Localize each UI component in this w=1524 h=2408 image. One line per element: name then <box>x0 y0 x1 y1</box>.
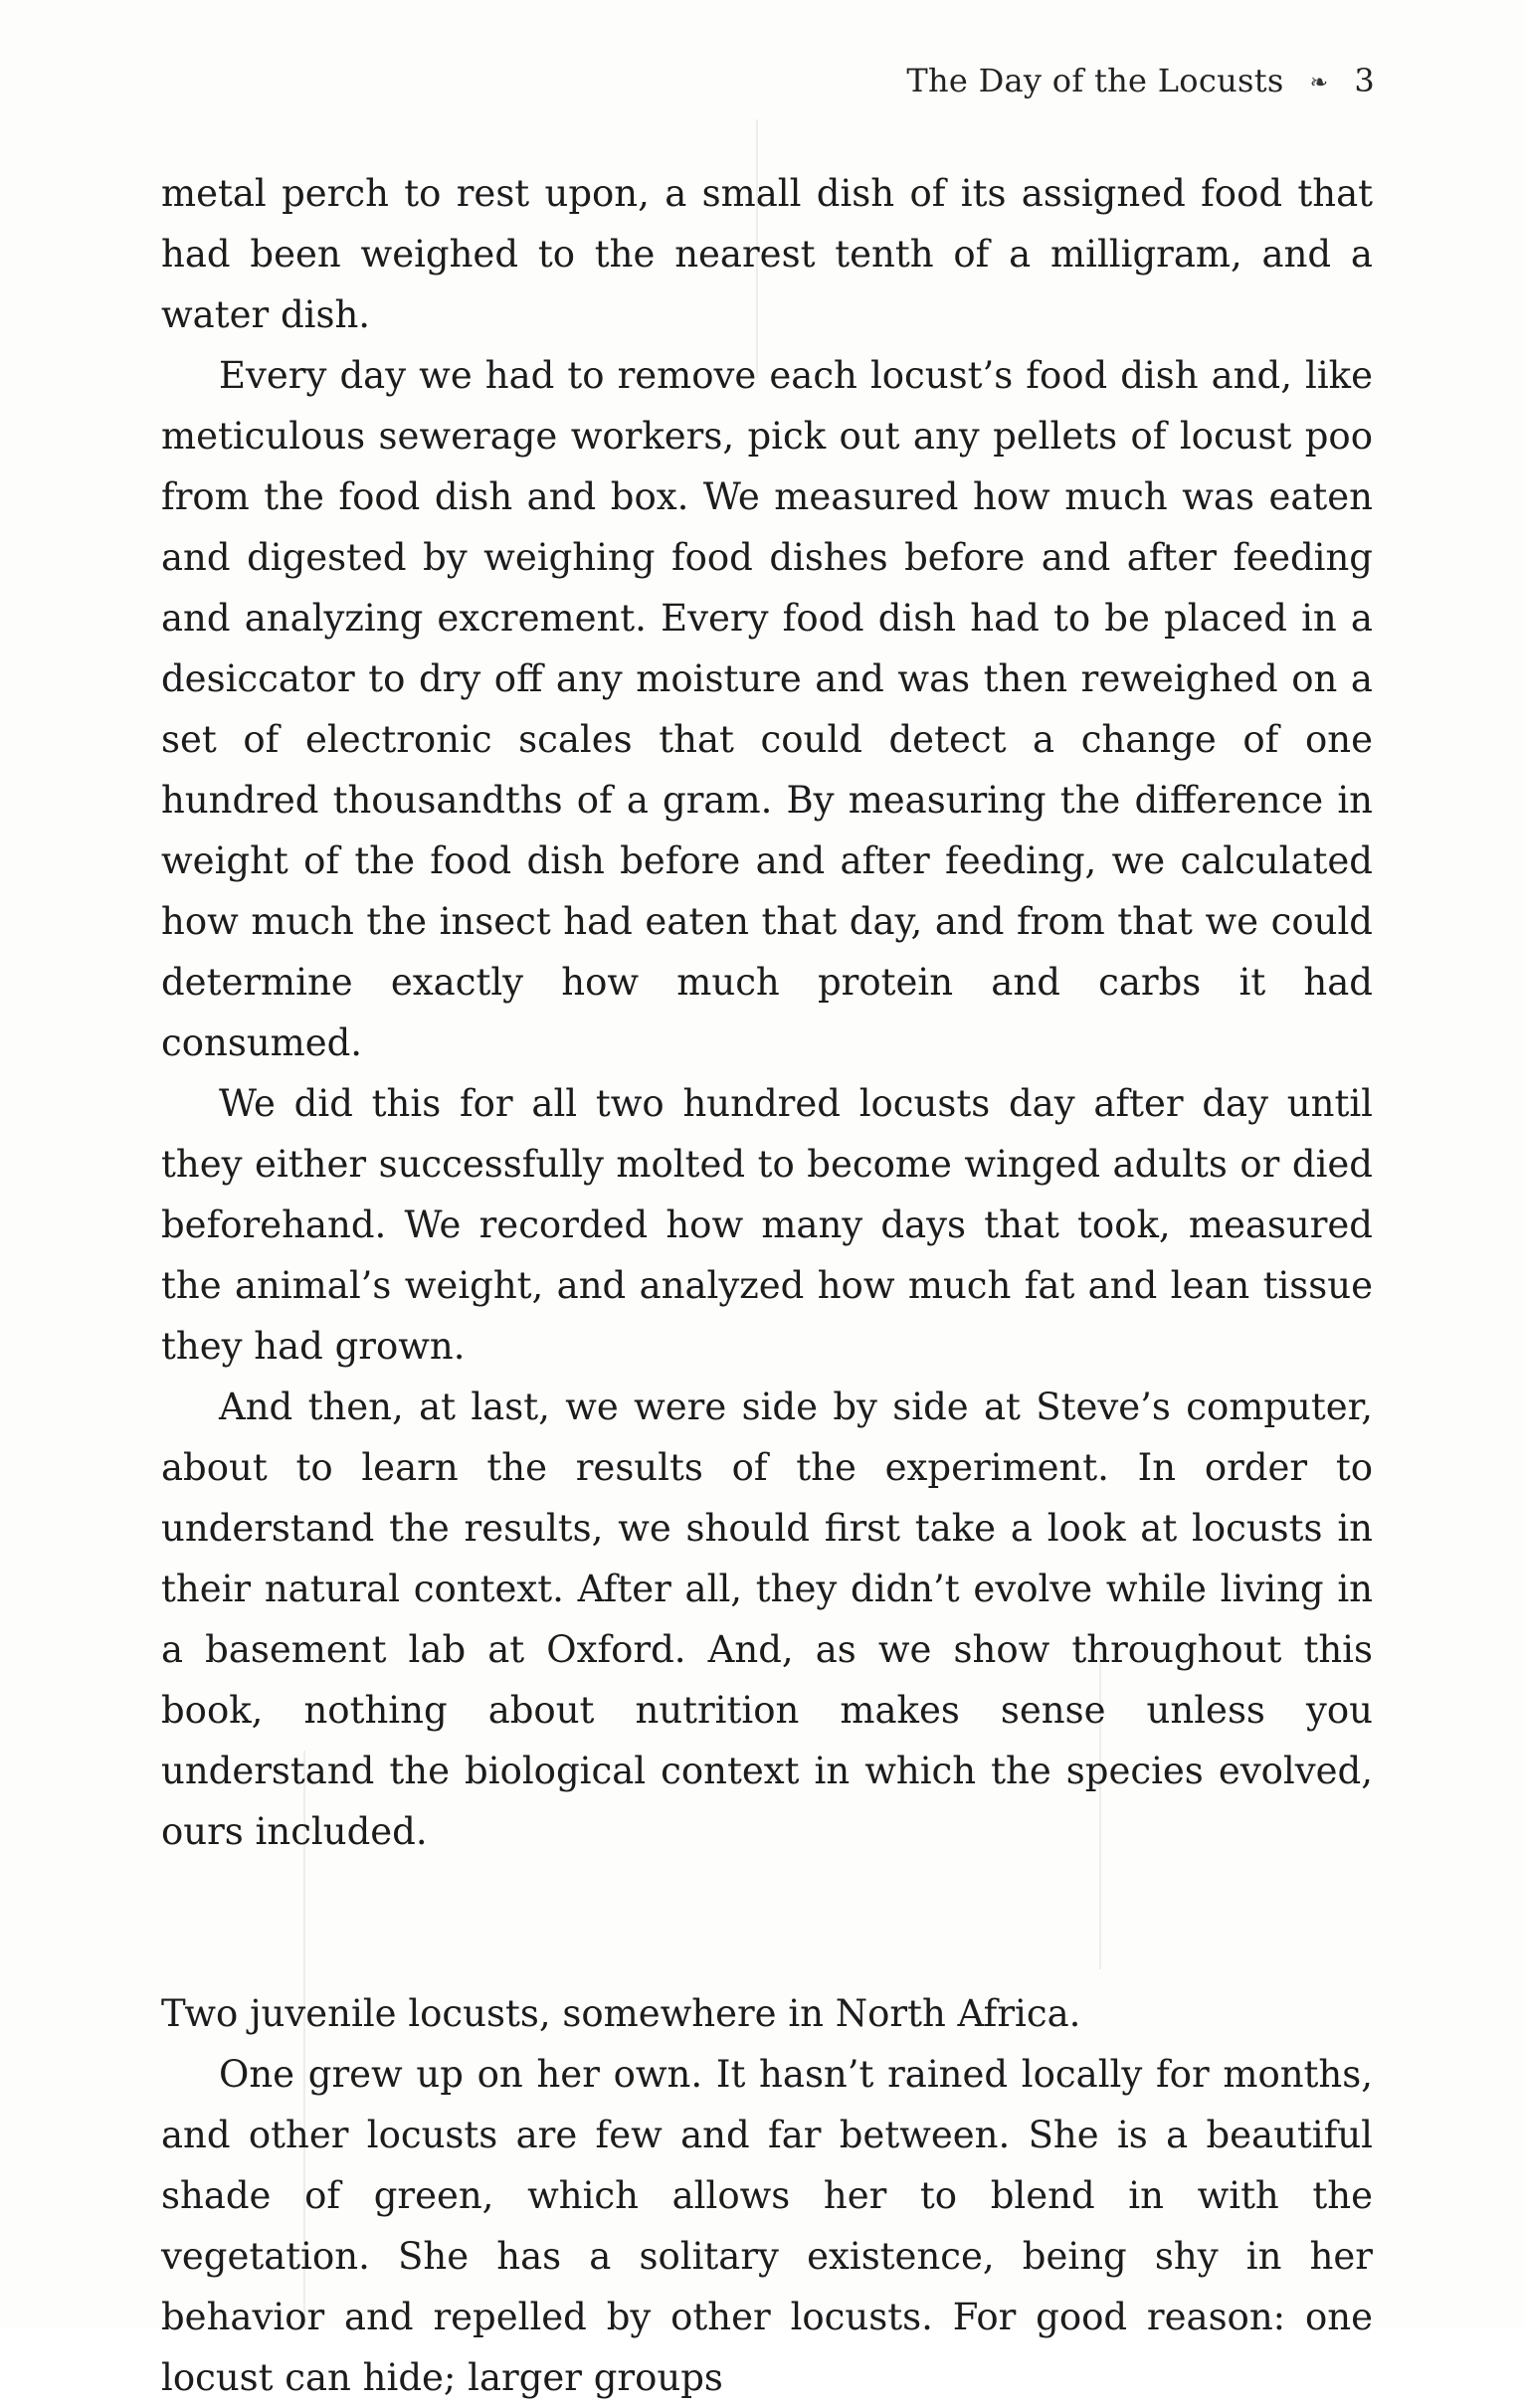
ornament-icon: ❧ <box>1309 71 1329 95</box>
section-opening-line: Two juvenile locusts, somewhere in North Africa. <box>161 1992 1081 2035</box>
page-number: 3 <box>1354 62 1375 99</box>
paragraph: We did this for all two hundred locusts day after day until they either successfully molted to become winged adults or died beforehand. We recorded how many days that took, measured the animal’s weight, and analyzed how much fat and lean tissue they had grown. <box>161 1082 1373 1368</box>
paragraph: One grew up on her own. It hasn’t rained locally for months, and other locusts are few and far between. She is a beautiful shade of green, which allows her to blend in with the vegetation. She has a solitary existence, being shy in her behavior and repelled by other locusts. For good reason: one locust can hide; larger groups <box>161 2053 1373 2399</box>
running-title: The Day of the Locusts <box>906 62 1284 99</box>
body-text <box>161 163 1373 2408</box>
paragraph: metal perch to rest upon, a small dish of its assigned food that had been weighed to the nearest tenth of a milligram, and a water dish. <box>161 172 1373 336</box>
running-head <box>906 62 1375 99</box>
section-break <box>161 1862 1373 1983</box>
paragraph: And then, at last, we were side by side at Steve’s computer, about to learn the results of the experiment. In order to understand the results, we should first take a look at locusts in their natural context. After all, they didn’t evolve while living in a basement lab at Oxford. And, as we show throughout this book, nothing about nutrition makes sense unless you understand the biological context in which the species evolved, ours included. <box>161 1386 1373 1853</box>
paragraph: Every day we had to remove each locust’s food dish and, like meticulous sewerage workers, pick out any pellets of locust poo from the food dish and box. We measured how much was eaten and digested by weighing food dishes before and after feeding and analyzing excrement. Every food dish had to be placed in a desiccator to dry off any moisture and was then reweighed on a set of electronic scales that could detect a change of one hundred thousandths of a gram. By measuring the difference in weight of the food dish before and after feeding, we calculated how much the insect had eaten that day, and from that we could determine exactly how much protein and carbs it had consumed. <box>161 354 1373 1064</box>
